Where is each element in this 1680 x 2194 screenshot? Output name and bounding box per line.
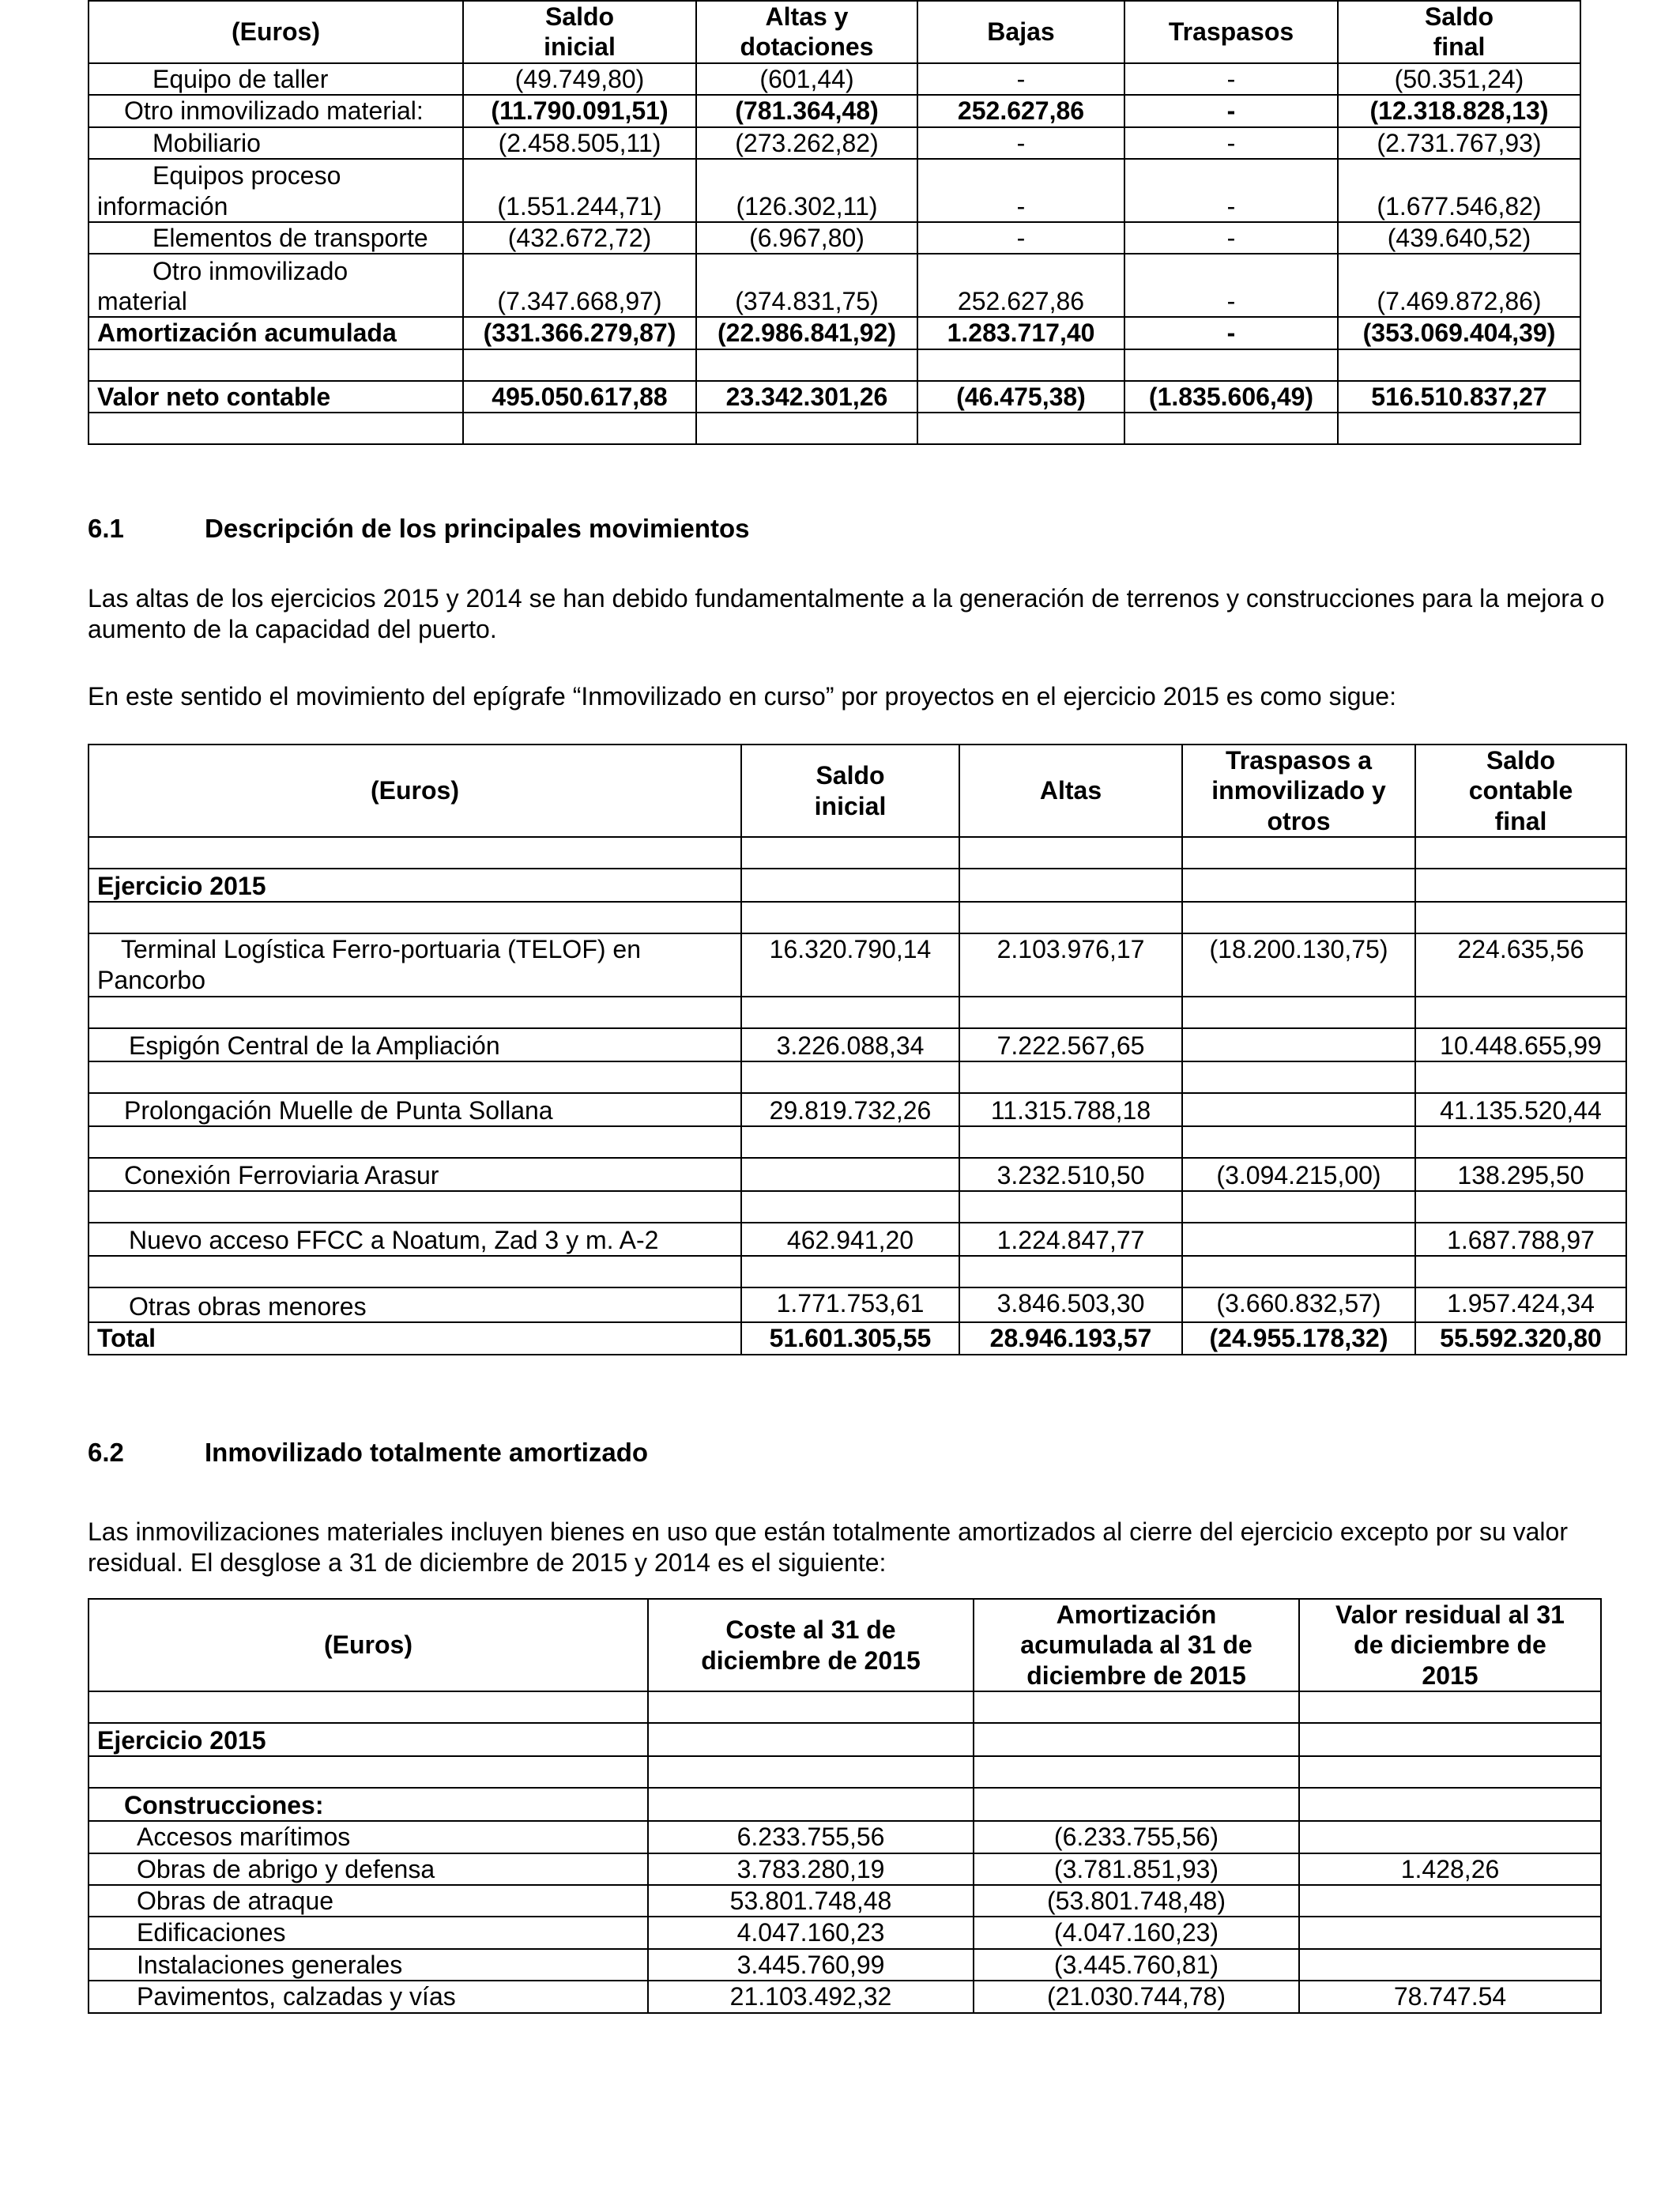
cell: 3.226.088,34: [741, 1028, 959, 1061]
header-altas-dotaciones: Altas y dotaciones: [696, 1, 917, 63]
cell: (18.200.130,75): [1182, 933, 1415, 997]
cell: 1.957.424,34: [1415, 1287, 1626, 1322]
cell: [1299, 1917, 1601, 1948]
table-row-total: [89, 1322, 1626, 1354]
cell: -: [1124, 222, 1338, 254]
table-row: [89, 222, 1580, 254]
row-label: Instalaciones generales: [89, 1949, 648, 1981]
cell: 7.222.567,65: [959, 1028, 1182, 1061]
year-label: Ejercicio 2015: [89, 1723, 648, 1756]
section-number: 6.1: [88, 514, 124, 543]
cell: (374.831,75): [696, 254, 917, 317]
cell: [1182, 1093, 1415, 1126]
empty-row: [89, 1061, 1626, 1093]
cell: 2.103.976,17: [959, 933, 1182, 997]
paragraph: Las inmovilizaciones materiales incluyen bienes en uso que están totalmente amortizados al cierre del ejercicio excepto por su valor residual. El desglose a 31 de diciembre de 2015 y 2014 es el siguiente:: [88, 1517, 1568, 1578]
section-heading-6-1: [88, 514, 750, 544]
cell: 3.846.503,30: [959, 1287, 1182, 1322]
cell: (12.318.828,13): [1338, 95, 1580, 126]
cell: (1.677.546,82): [1338, 159, 1580, 222]
construction-in-progress-table: [88, 744, 1627, 1355]
cell: -: [917, 127, 1124, 159]
year-label: Ejercicio 2015: [89, 869, 741, 902]
cell: (3.094.215,00): [1182, 1158, 1415, 1191]
row-label: Valor neto contable: [89, 381, 463, 413]
table-row: [89, 1093, 1626, 1126]
row-label: Amortización acumulada: [89, 317, 463, 349]
row-label: Terminal Logística Ferro-portuaria (TELOF) en Pancorbo: [89, 933, 741, 997]
row-label: Elementos de transporte: [89, 222, 463, 254]
table-row: [89, 1853, 1601, 1885]
cell: 10.448.655,99: [1415, 1028, 1626, 1061]
cell: (432.672,72): [463, 222, 696, 254]
row-label: Equipo de taller: [89, 63, 463, 95]
cell: (11.790.091,51): [463, 95, 696, 126]
row-label: Nuevo acceso FFCC a Noatum, Zad 3 y m. A-2: [89, 1223, 741, 1256]
cell: (4.047.160,23): [974, 1917, 1299, 1948]
cell: 462.941,20: [741, 1223, 959, 1256]
cell: -: [1124, 127, 1338, 159]
cell: -: [1124, 159, 1338, 222]
cell: (24.955.178,32): [1182, 1322, 1415, 1354]
row-label-line2: material: [97, 286, 187, 315]
empty-row: [89, 1691, 1601, 1723]
cell: 252.627,86: [917, 95, 1124, 126]
cell: (49.749,80): [463, 63, 696, 95]
cell: (126.302,11): [696, 159, 917, 222]
cell: 3.445.760,99: [648, 1949, 974, 1981]
header-amortizacion: Amortización acumulada al 31 de diciembre de 2015: [974, 1599, 1299, 1691]
section-heading-6-2: [88, 1438, 648, 1468]
empty-row: [89, 349, 1580, 381]
cell: (7.347.668,97): [463, 254, 696, 317]
empty-row: [89, 902, 1626, 933]
cell: 1.771.753,61: [741, 1287, 959, 1322]
cell: 53.801.748,48: [648, 1885, 974, 1917]
cell: [1182, 1028, 1415, 1061]
header-euros: (Euros): [89, 1599, 648, 1691]
cell: (353.069.404,39): [1338, 317, 1580, 349]
empty-row: [89, 1191, 1626, 1223]
header-traspasos: Traspasos a inmovilizado y otros: [1182, 745, 1415, 837]
cell: (21.030.744,78): [974, 1981, 1299, 2012]
cell: 51.601.305,55: [741, 1322, 959, 1354]
table-header-row: [89, 1599, 1601, 1691]
cell: [1299, 1949, 1601, 1981]
table-row: [89, 254, 1580, 317]
year-row: [89, 869, 1626, 902]
row-label-line1: Otro inmovilizado: [153, 256, 348, 285]
row-label: Prolongación Muelle de Punta Sollana: [89, 1093, 741, 1126]
cell: (601,44): [696, 63, 917, 95]
row-label-line2: información: [97, 191, 228, 221]
cell: (3.781.851,93): [974, 1853, 1299, 1885]
table-row: [89, 1821, 1601, 1853]
cell: [741, 1158, 959, 1191]
row-label: Pavimentos, calzadas y vías: [89, 1981, 648, 2012]
row-label: Obras de atraque: [89, 1885, 648, 1917]
table-row: [89, 933, 1626, 997]
cell: (781.364,48): [696, 95, 917, 126]
cell: -: [1124, 95, 1338, 126]
table-row-total: [89, 381, 1580, 413]
paragraph: En este sentido el movimiento del epígrafe “Inmovilizado en curso” por proyectos en el ejercicio 2015 es como sigue:: [88, 682, 1396, 711]
cell: (7.469.872,86): [1338, 254, 1580, 317]
row-label: Total: [89, 1322, 741, 1354]
cell: 28.946.193,57: [959, 1322, 1182, 1354]
cell: (53.801.748,48): [974, 1885, 1299, 1917]
row-label: Mobiliario: [89, 127, 463, 159]
table-row: [89, 1028, 1626, 1061]
table-row-total: [89, 317, 1580, 349]
cell: 1.224.847,77: [959, 1223, 1182, 1256]
row-label-line1: Equipos proceso: [153, 161, 341, 190]
cell: 3.783.280,19: [648, 1853, 974, 1885]
row-label: Otras obras menores: [89, 1287, 741, 1322]
header-coste: Coste al 31 de diciembre de 2015: [648, 1599, 974, 1691]
table-row: [89, 1885, 1601, 1917]
header-saldo-inicial: Saldo inicial: [741, 745, 959, 837]
table-row: [89, 127, 1580, 159]
empty-row: [89, 837, 1626, 869]
table-header-row: [89, 1, 1580, 63]
row-label: Espigón Central de la Ampliación: [89, 1028, 741, 1061]
cell: [1182, 1223, 1415, 1256]
cell: (50.351,24): [1338, 63, 1580, 95]
row-label: [89, 254, 463, 317]
cell: (2.458.505,11): [463, 127, 696, 159]
table-row: [89, 159, 1580, 222]
cell: (1.551.244,71): [463, 159, 696, 222]
cell: -: [1124, 63, 1338, 95]
section-title: Descripción de los principales movimientos: [205, 514, 750, 543]
header-bajas: Bajas: [917, 1, 1124, 63]
paragraph: Las altas de los ejercicios 2015 y 2014 se han debido fundamentalmente a la generación de terrenos y construcciones para la mejora o aumento de la capacidad del puerto.: [88, 584, 1605, 644]
cell: 16.320.790,14: [741, 933, 959, 997]
year-row: [89, 1723, 1601, 1756]
row-label: [89, 159, 463, 222]
table-header-row: [89, 745, 1626, 837]
cell: 21.103.492,32: [648, 1981, 974, 2012]
cell: -: [917, 159, 1124, 222]
cell: (331.366.279,87): [463, 317, 696, 349]
row-label: Edificaciones: [89, 1917, 648, 1948]
cell: 41.135.520,44: [1415, 1093, 1626, 1126]
header-altas: Altas: [959, 745, 1182, 837]
row-label: Conexión Ferroviaria Arasur: [89, 1158, 741, 1191]
empty-row: [89, 997, 1626, 1028]
cell: (1.835.606,49): [1124, 381, 1338, 413]
cell: 55.592.320,80: [1415, 1322, 1626, 1354]
empty-row: [89, 413, 1580, 444]
section-title: Inmovilizado totalmente amortizado: [205, 1438, 649, 1467]
empty-row: [89, 1256, 1626, 1287]
header-valor-residual: Valor residual al 31 de diciembre de 2015: [1299, 1599, 1601, 1691]
group-label: Construcciones:: [89, 1788, 648, 1821]
cell: -: [917, 222, 1124, 254]
header-euros: (Euros): [89, 1, 463, 63]
cell: 495.050.617,88: [463, 381, 696, 413]
empty-row: [89, 1126, 1626, 1158]
cell: -: [1124, 317, 1338, 349]
cell: 1.687.788,97: [1415, 1223, 1626, 1256]
cell: [1299, 1821, 1601, 1853]
cell: 252.627,86: [917, 254, 1124, 317]
cell: (46.475,38): [917, 381, 1124, 413]
group-row: [89, 1788, 1601, 1821]
empty-row: [89, 1756, 1601, 1788]
section-number: 6.2: [88, 1438, 124, 1467]
cell: (2.731.767,93): [1338, 127, 1580, 159]
header-traspasos: Traspasos: [1124, 1, 1338, 63]
cell: 138.295,50: [1415, 1158, 1626, 1191]
row-label: Obras de abrigo y defensa: [89, 1853, 648, 1885]
fully-amortized-assets-table: [88, 1598, 1602, 2014]
cell: 1.428,26: [1299, 1853, 1601, 1885]
cell: (22.986.841,92): [696, 317, 917, 349]
cell: 224.635,56: [1415, 933, 1626, 997]
row-label: Otro inmovilizado material:: [89, 95, 463, 126]
fixed-assets-movement-table: [88, 0, 1581, 445]
cell: (3.660.832,57): [1182, 1287, 1415, 1322]
header-saldo-inicial: Saldo inicial: [463, 1, 696, 63]
cell: 11.315.788,18: [959, 1093, 1182, 1126]
cell: 6.233.755,56: [648, 1821, 974, 1853]
cell: 23.342.301,26: [696, 381, 917, 413]
cell: 1.283.717,40: [917, 317, 1124, 349]
cell: (6.967,80): [696, 222, 917, 254]
cell: 516.510.837,27: [1338, 381, 1580, 413]
table-row: [89, 1287, 1626, 1322]
header-saldo-contable-final: Saldo contable final: [1415, 745, 1626, 837]
table-row: [89, 1158, 1626, 1191]
cell: -: [1124, 254, 1338, 317]
cell: (3.445.760,81): [974, 1949, 1299, 1981]
header-euros: (Euros): [89, 745, 741, 837]
table-row: [89, 63, 1580, 95]
cell: (439.640,52): [1338, 222, 1580, 254]
cell: (273.262,82): [696, 127, 917, 159]
cell: (6.233.755,56): [974, 1821, 1299, 1853]
cell: [1299, 1885, 1601, 1917]
cell: 4.047.160,23: [648, 1917, 974, 1948]
row-label: Accesos marítimos: [89, 1821, 648, 1853]
cell: 78.747.54: [1299, 1981, 1601, 2012]
cell: 29.819.732,26: [741, 1093, 959, 1126]
table-row: [89, 1981, 1601, 2012]
cell: -: [917, 63, 1124, 95]
table-row: [89, 95, 1580, 126]
table-row: [89, 1917, 1601, 1948]
cell: 3.232.510,50: [959, 1158, 1182, 1191]
header-saldo-final: Saldo final: [1338, 1, 1580, 63]
table-row: [89, 1223, 1626, 1256]
table-row: [89, 1949, 1601, 1981]
